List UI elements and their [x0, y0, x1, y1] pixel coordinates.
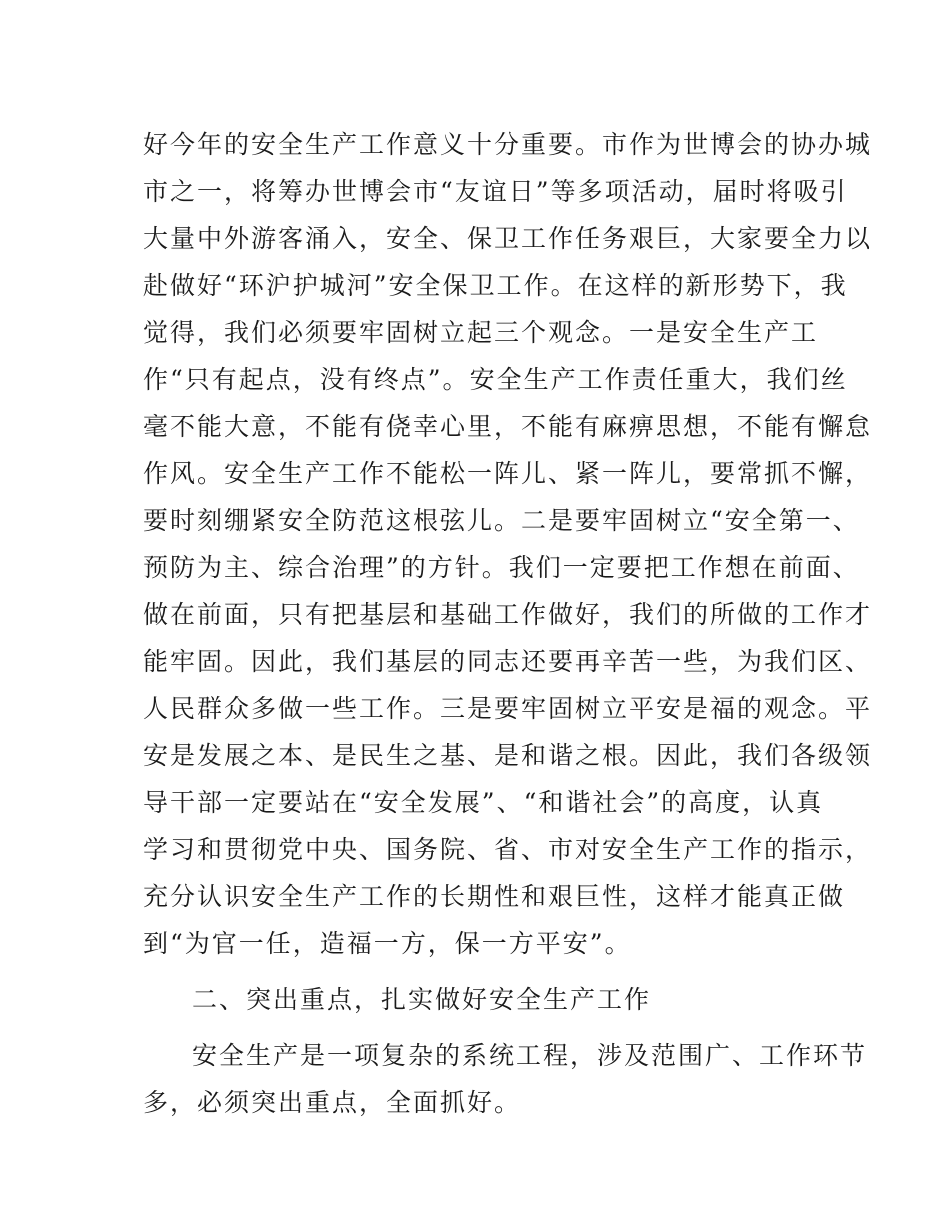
text-line: 安全生产是一项复杂的系统工程，涉及范围广、工作环节: [192, 1041, 868, 1070]
text-line: 多，必须突出重点，全面抓好。: [143, 1088, 522, 1117]
text-line: 要时刻绷紧安全防范这根弦儿。二是要牢固树立“安全第一、: [143, 506, 860, 535]
text-line: 做在前面，只有把基层和基础工作做好，我们的所做的工作才: [143, 600, 873, 629]
text-line: 赴做好“环沪护城河”安全保卫工作。在这样的新形势下，我: [143, 271, 848, 300]
text-line: 作“只有起点，没有终点”。安全生产工作责任重大，我们丝: [143, 365, 848, 394]
text-line: 安是发展之本、是民生之基、是和谐之根。因此，我们各级领: [143, 741, 873, 770]
text-line: 学习和贯彻党中央、国务院、省、市对安全生产工作的指示，: [143, 835, 873, 864]
text-line: 大量中外游客涌入，安全、保卫工作任务艰巨，大家要全力以: [143, 224, 873, 253]
text-line: 能牢固。因此，我们基层的同志还要再辛苦一些，为我们区、: [143, 647, 873, 676]
text-line: 充分认识安全生产工作的长期性和艰巨性，这样才能真正做: [143, 882, 846, 911]
text-line: 预防为主、综合治理”的方针。我们一定要把工作想在前面、: [143, 553, 860, 582]
text-line: 导干部一定要站在“安全发展”、“和谐社会”的高度，认真: [143, 788, 824, 817]
text-line: 毫不能大意，不能有侥幸心里，不能有麻痹思想，不能有懈怠: [143, 412, 873, 441]
text-line: 觉得，我们必须要牢固树立起三个观念。一是安全生产工: [143, 318, 819, 347]
section-heading: 二、突出重点，扎实做好安全生产工作: [192, 985, 652, 1014]
text-line: 人民群众多做一些工作。三是要牢固树立平安是福的观念。平: [143, 694, 873, 723]
text-line: 好今年的安全生产工作意义十分重要。市作为世博会的协办城: [143, 130, 873, 159]
text-line: 市之一，将筹办世博会市“友谊日”等多项活动，届时将吸引: [143, 177, 848, 206]
text-line: 作风。安全生产工作不能松一阵儿、紧一阵儿，要常抓不懈，: [143, 459, 873, 488]
text-line: 到“为官一任，造福一方，保一方平安”。: [143, 929, 632, 958]
